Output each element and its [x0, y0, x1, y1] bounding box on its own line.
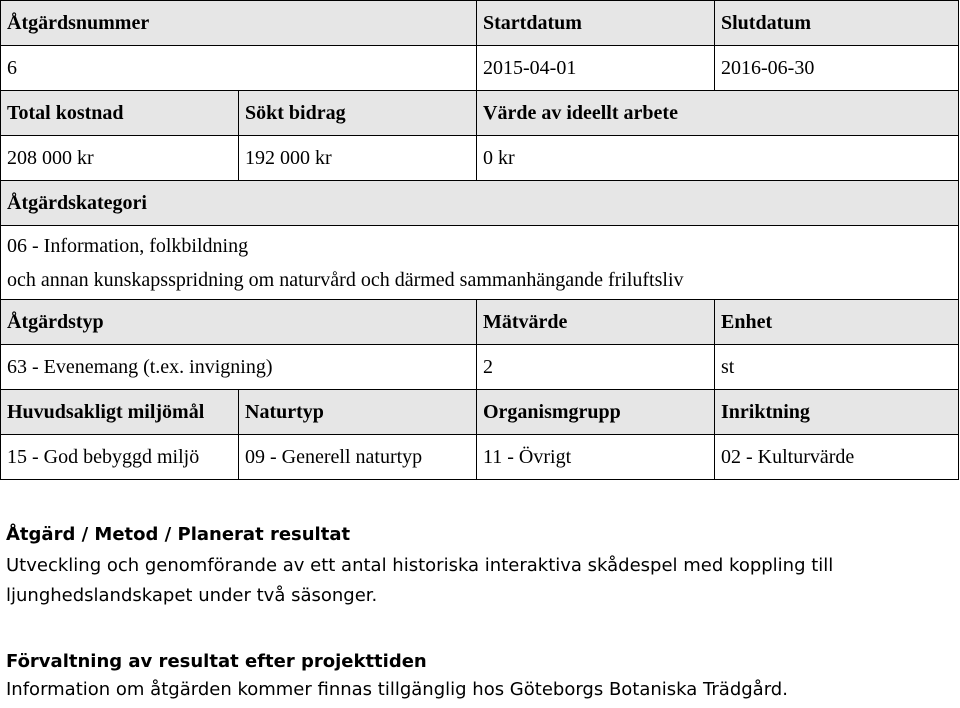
management-heading: Förvaltning av resultat efter projekttiden	[6, 651, 427, 672]
method-heading: Åtgärd / Metod / Planerat resultat	[6, 524, 351, 545]
header-row-type	[1, 300, 959, 345]
label-start-date: Startdatum	[477, 1, 715, 46]
label-organism-group: Organismgrupp	[477, 390, 715, 435]
header-row-ids	[1, 1, 959, 46]
label-volunteer-value: Värde av ideellt arbete	[477, 91, 959, 136]
method-text	[6, 551, 833, 611]
label-orientation: Inriktning	[715, 390, 959, 435]
value-measure-number: 6	[1, 46, 477, 91]
value-row-type	[1, 345, 959, 390]
value-nature-type: 09 - Generell naturtyp	[239, 435, 477, 480]
label-measure-type: Åtgärdstyp	[1, 300, 477, 345]
label-measure-number: Åtgärdsnummer	[1, 1, 477, 46]
management-section	[6, 651, 788, 705]
method-section	[6, 524, 833, 611]
value-organism-group: 11 - Övrigt	[477, 435, 715, 480]
value-orientation: 02 - Kulturvärde	[715, 435, 959, 480]
header-row-classification	[1, 390, 959, 435]
value-row-classification	[1, 435, 959, 480]
category-line-1: 06 - Information, folkbildning	[7, 234, 249, 257]
header-row-category	[1, 181, 959, 226]
label-measure-value: Mätvärde	[477, 300, 715, 345]
value-unit: st	[715, 345, 959, 390]
value-end-date: 2016-06-30	[715, 46, 959, 91]
value-measure-category	[1, 226, 959, 300]
value-row-ids	[1, 46, 959, 91]
value-measure-value: 2	[477, 345, 715, 390]
header-row-costs	[1, 91, 959, 136]
value-row-category	[1, 226, 959, 300]
value-environmental-goal: 15 - God bebyggd miljö	[1, 435, 239, 480]
value-volunteer-value: 0 kr	[477, 136, 959, 181]
method-text-line-2: ljunghedslandskapet under två säsonger.	[6, 585, 378, 606]
value-requested-grant: 192 000 kr	[239, 136, 477, 181]
value-row-costs	[1, 136, 959, 181]
category-line-2: och annan kunskapsspridning om naturvård och därmed sammanhängande friluftsliv	[7, 268, 684, 291]
label-nature-type: Naturtyp	[239, 390, 477, 435]
value-total-cost: 208 000 kr	[1, 136, 239, 181]
label-environmental-goal: Huvudsakligt miljömål	[1, 390, 239, 435]
value-measure-type: 63 - Evenemang (t.ex. invigning)	[1, 345, 477, 390]
label-measure-category: Åtgärdskategori	[1, 181, 959, 226]
method-text-line-1: Utveckling och genomförande av ett antal historiska interaktiva skådespel med koppling till	[6, 555, 834, 576]
management-text: Information om åtgärden kommer finnas tillgänglig hos Göteborgs Botaniska Trädgård.	[6, 679, 788, 700]
label-end-date: Slutdatum	[715, 1, 959, 46]
label-unit: Enhet	[715, 300, 959, 345]
label-requested-grant: Sökt bidrag	[239, 91, 477, 136]
label-total-cost: Total kostnad	[1, 91, 239, 136]
value-start-date: 2015-04-01	[477, 46, 715, 91]
